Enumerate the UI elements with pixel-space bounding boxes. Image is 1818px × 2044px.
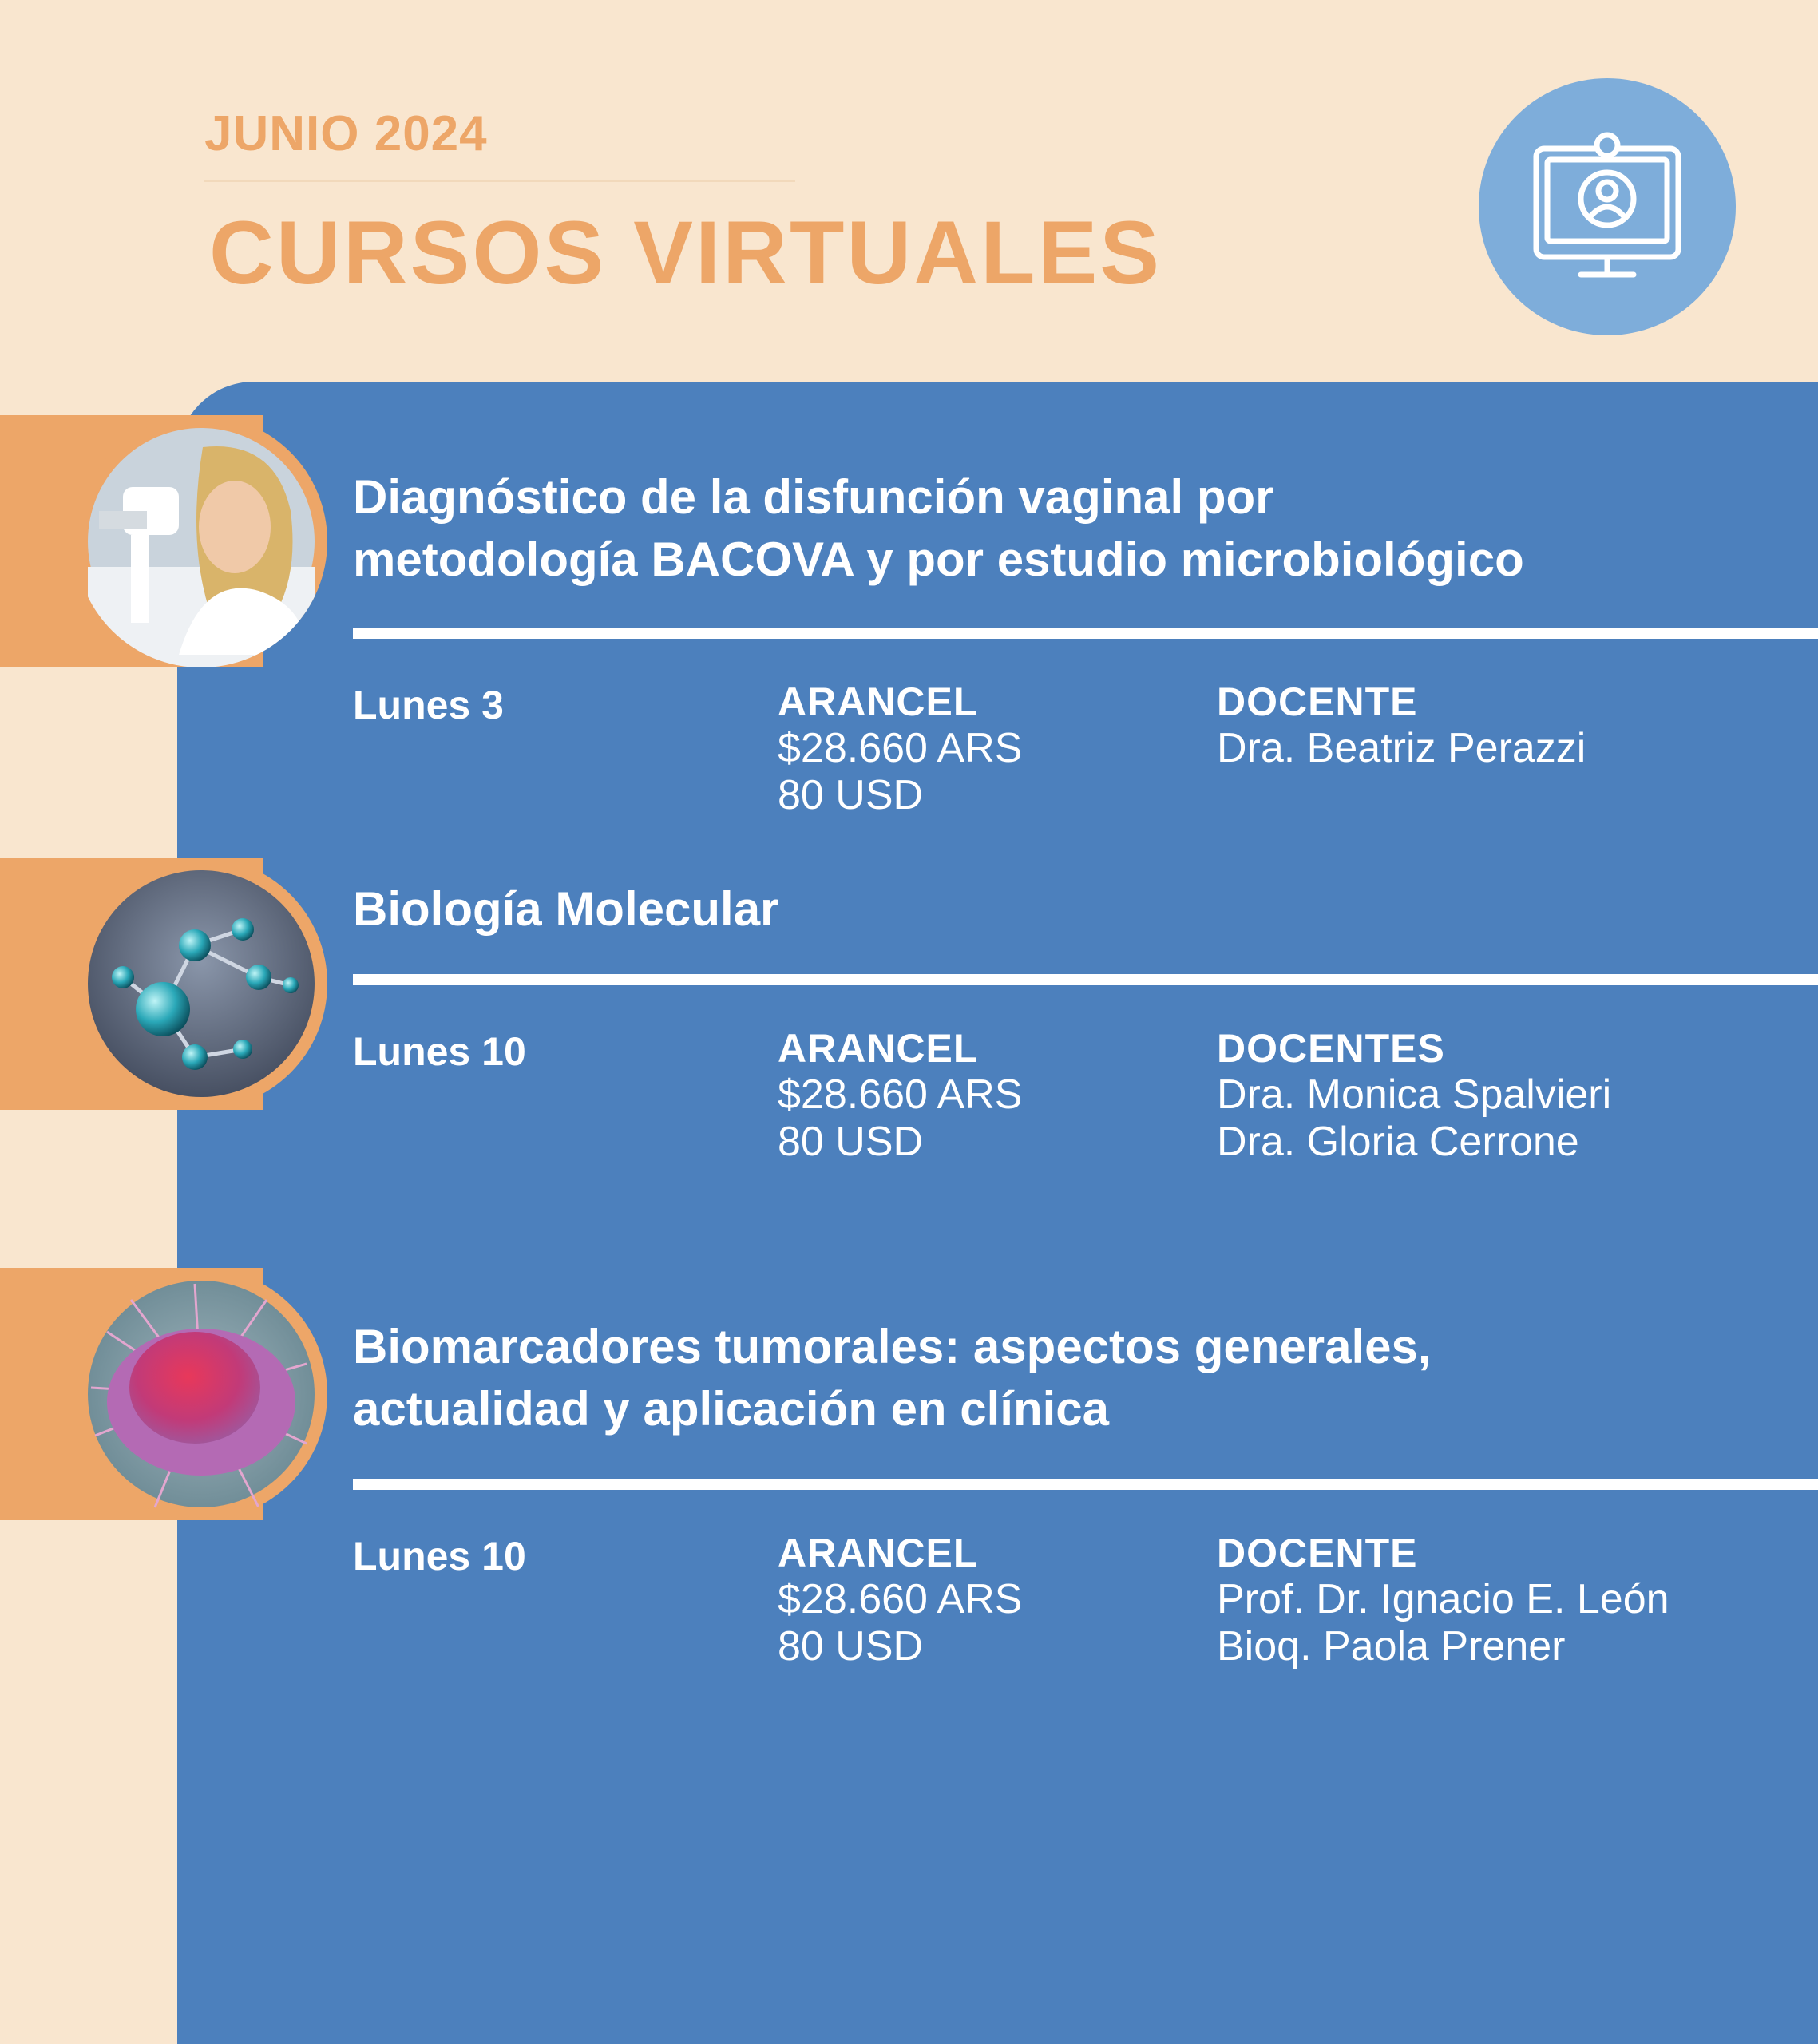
tumor-cell-photo	[75, 1268, 327, 1520]
microscope-scientist-photo	[75, 415, 327, 667]
teacher-name: Bioq. Paola Prener	[1217, 1623, 1566, 1670]
course-1-divider	[353, 628, 1818, 639]
fee-ars: $28.660 ARS	[778, 1072, 1023, 1118]
course-3-divider	[353, 1479, 1818, 1490]
fee-label: ARANCEL	[778, 679, 979, 724]
fee-label: ARANCEL	[778, 1026, 979, 1071]
fee-usd: 80 USD	[778, 1623, 924, 1670]
fee-usd: 80 USD	[778, 772, 924, 818]
course-1-date: Lunes 3	[353, 683, 504, 727]
course-3-date: Lunes 10	[353, 1534, 526, 1579]
course-2-date: Lunes 10	[353, 1029, 526, 1074]
course-3-title	[353, 1316, 1806, 1440]
course-2-divider	[353, 974, 1818, 985]
teacher-name: Prof. Dr. Ignacio E. León	[1217, 1576, 1669, 1622]
kicker-rule	[204, 180, 795, 182]
course-1-title	[353, 466, 1806, 591]
course-3-title-line2: actualidad y aplicación en clínica	[353, 1382, 1110, 1436]
course-3-fee	[778, 1530, 1022, 1670]
teacher-name: Dra. Gloria Cerrone	[1217, 1119, 1579, 1165]
teacher-label: DOCENTE	[1217, 1531, 1418, 1575]
fee-ars: $28.660 ARS	[778, 1576, 1023, 1622]
fee-label: ARANCEL	[778, 1531, 979, 1575]
teacher-name: Dra. Beatriz Perazzi	[1217, 725, 1586, 771]
course-3-title-line1: Biomarcadores tumorales: aspectos generales,	[353, 1320, 1432, 1373]
course-2-fee	[778, 1025, 1022, 1166]
course-1-fee	[778, 679, 1022, 819]
course-1-teacher	[1217, 679, 1586, 772]
teacher-label: DOCENTE	[1217, 679, 1418, 724]
course-1-title-line1: Diagnóstico de la disfunción vaginal por	[353, 470, 1274, 524]
fee-ars: $28.660 ARS	[778, 725, 1023, 771]
course-3-teacher	[1217, 1530, 1669, 1670]
teacher-label: DOCENTES	[1217, 1026, 1445, 1071]
month-label: JUNIO 2024	[204, 106, 488, 161]
course-2-title	[353, 878, 1806, 941]
fee-usd: 80 USD	[778, 1119, 924, 1165]
course-2-teacher	[1217, 1025, 1611, 1166]
course-2-title-line1: Biología Molecular	[353, 882, 779, 936]
page-title: CURSOS VIRTUALES	[209, 203, 1162, 303]
course-1-title-line2: metodología BACOVA y por estudio microbiológico	[353, 533, 1524, 586]
molecule-photo	[75, 858, 327, 1110]
teacher-name: Dra. Monica Spalvieri	[1217, 1072, 1612, 1118]
video-call-monitor-icon	[1479, 78, 1736, 335]
